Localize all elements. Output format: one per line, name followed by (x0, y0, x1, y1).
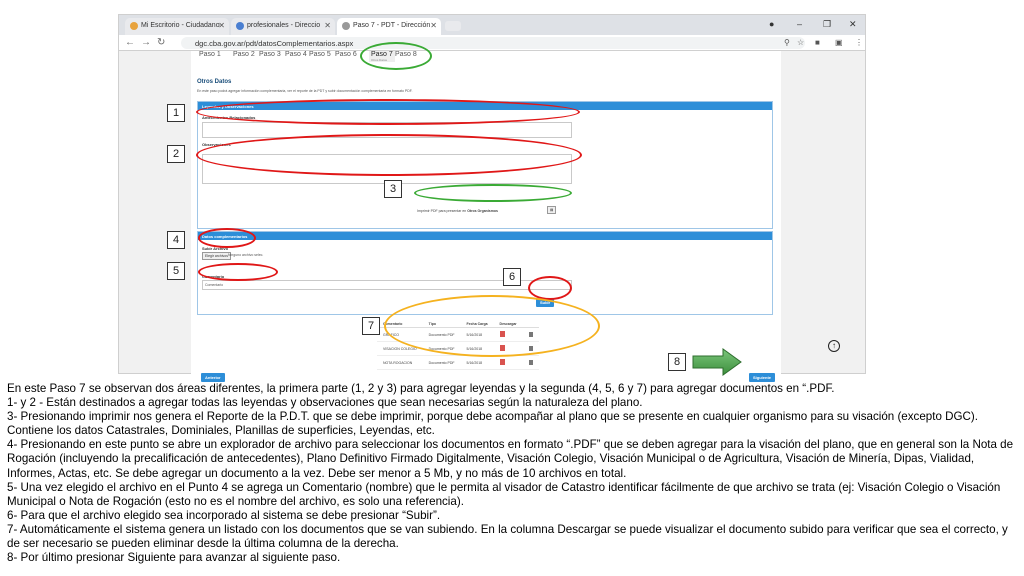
annotation-number-7: 7 (362, 317, 380, 335)
observaciones-label: Observaciones (202, 142, 231, 147)
instruction-paragraph: 1- y 2 - Están destinados a agregar todas las leyendas y observaciones que sean necesarias según la naturaleza del plano. (7, 396, 643, 410)
column-header: Descargar (494, 321, 523, 328)
close-window-icon[interactable]: ✕ (849, 19, 857, 29)
new-tab-button[interactable] (445, 21, 461, 31)
instruction-paragraph: En este Paso 7 se observan dos áreas diferentes, la primera parte (1, 2 y 3) para agregar leyendas y la segunda (4, 5, 6 y 7) para agregar documentos en “.PDF. (7, 382, 835, 395)
annotation-number-1: 1 (167, 104, 185, 122)
tab-label: Mi Escritorio - Ciudadano (141, 22, 220, 29)
instruction-paragraph: 3- Presionando imprimir nos genera el Reporte de la P.D.T. que se debe imprimir, porque debe acompañar al plano que se presente en cualquier organismo para su visación (excepto DGC). Contiene los datos Catastrales, Dominiales, Planillas de superficies, Leyendas, etc. (7, 410, 978, 438)
step-navigation (197, 51, 787, 73)
print-text: Imprimir PDF para presentar en (417, 209, 467, 213)
table-row (377, 356, 539, 370)
instruction-paragraph: 5- Una vez elegido el archivo en el Punto 4 se agrega un Comentario (nombre) que le permita al visador de Catastro identificar fácilmente de que archivo se trata (ej: Visación Colegio o Visación Municipal o Nota de Rogación (esto no es el nombre del archivo, es solo una referencia). (7, 480, 1001, 508)
date-cell: 5/16/2018 (461, 328, 494, 342)
tab-profesionales[interactable] (231, 18, 335, 35)
step-5[interactable]: Paso 5 (309, 51, 331, 58)
upload-button[interactable]: Subir (536, 298, 554, 307)
documents-table (377, 321, 539, 370)
card-header: Leyendas y Observaciones (198, 102, 772, 110)
choose-file-button[interactable]: Elegir archivos (202, 252, 231, 260)
favicon-icon (342, 22, 350, 30)
documents-card (197, 231, 773, 315)
restore-icon[interactable]: ❐ (823, 19, 832, 29)
comment-input[interactable]: Comentario (202, 280, 572, 290)
scroll-up-icon[interactable]: ↑ (828, 340, 840, 352)
print-row (417, 209, 498, 213)
pdf-download-icon[interactable] (500, 345, 505, 351)
favicon-icon (236, 22, 244, 30)
instruction-paragraph: 7- Automáticamente el sistema genera un listado con los documentos que se van subiendo. En la columna Descargar se puede visualizar el documento subido para verificar que sea el correcto, y de ser necesario se pueden eliminar desde la última columna de la derecha. (7, 522, 1008, 551)
instruction-paragraph: 8- Por último presionar Siguiente para avanzar al siguiente paso. (7, 551, 341, 565)
page-description: En este paso podrá agregar información complementaria, ver el reporte de la PDT y subir documentación complementaria en formato PDF. (197, 89, 413, 93)
tab-paso-7[interactable] (337, 18, 441, 35)
instructions-text (7, 382, 1019, 565)
type-cell: Documento PDF (423, 342, 461, 356)
step-6[interactable]: Paso 6 (335, 51, 357, 58)
print-bold: Otros Organismos (467, 209, 498, 213)
instruction-paragraph: 4- Presionando en este punto se abre un explorador de archivo para seleccionar los documentos en formato “.PDF” que se deben agregar para la visación del plano, que en general son la Nota de Rogación (incluyendo la precalificación de antecedentes), Plano Definitivo Firmado Digitalmente, Visación Colegio, Visación Municipal o de Agricultura, Visación de Minería, Dipas, Vialidad, Informes, Actas, etc. Se debe agregar un documento a la vez. Debe ser menor a 5 Mb, y no más de 10 archivos en total. (7, 438, 1014, 480)
trash-icon[interactable] (529, 346, 533, 351)
search-icon[interactable]: ⚲ (784, 38, 790, 47)
minimize-icon[interactable]: – (797, 19, 803, 29)
extension-icon[interactable]: ▣ (835, 38, 843, 47)
favicon-icon (130, 22, 138, 30)
table-row (377, 342, 539, 356)
antecedentes-textarea[interactable] (202, 122, 572, 138)
table-row (377, 328, 539, 342)
date-cell: 5/16/2018 (461, 342, 494, 356)
card-header: Datos complementarios (198, 232, 772, 240)
comment-cell: VISACION COLEGIO (377, 342, 423, 356)
web-page (191, 51, 781, 380)
previous-button[interactable]: Anterior (201, 373, 225, 382)
browser-screenshot (118, 14, 866, 380)
column-header: Tipo (423, 321, 461, 328)
tab-label: profesionales - Direccio (247, 22, 321, 29)
account-icon[interactable]: ● (769, 19, 775, 29)
pdf-download-icon[interactable] (500, 331, 505, 337)
comment-cell: GRAFICO (377, 328, 423, 342)
pdf-download-icon[interactable] (500, 359, 505, 365)
annotation-number-6: 6 (503, 268, 521, 286)
antecedentes-label: Antecedentes Relacionados (202, 115, 256, 120)
tab-bar (119, 15, 865, 35)
close-icon[interactable]: ✕ (218, 21, 225, 30)
trash-icon[interactable] (529, 332, 533, 337)
type-cell: Documento PDF (423, 328, 461, 342)
type-cell: Documento PDF (423, 356, 461, 370)
extension-icon[interactable]: ■ (815, 38, 820, 47)
url-input[interactable] (181, 37, 805, 49)
step-1[interactable]: Paso 1 (199, 51, 221, 58)
print-button[interactable]: ▤ (547, 206, 556, 214)
trash-icon[interactable] (529, 360, 533, 365)
annotation-number-5: 5 (167, 262, 185, 280)
instruction-paragraph: 6- Para que el archivo elegido sea incorporado al sistema se debe presionar “Subir”. (7, 508, 441, 522)
column-header: Comentario (377, 321, 423, 328)
close-icon[interactable]: ✕ (324, 21, 331, 30)
annotation-number-8: 8 (668, 353, 686, 371)
step-4[interactable]: Paso 4 (285, 51, 307, 58)
arrow-right-icon[interactable]: → (141, 37, 151, 48)
annotation-number-3: 3 (384, 180, 402, 198)
url-text: dgc.cba.gov.ar/pdt/datosComplementarios.aspx (195, 39, 354, 48)
step-7[interactable]: Paso 7 Otros Datos (371, 51, 393, 62)
next-button[interactable]: Siguiente (749, 373, 775, 382)
step-3[interactable]: Paso 3 (259, 51, 281, 58)
step-8[interactable]: Paso 8 (395, 51, 417, 58)
reload-icon[interactable]: ↻ (157, 37, 166, 48)
annotation-number-4: 4 (167, 231, 185, 249)
tab-mi-escritorio[interactable] (125, 18, 229, 35)
upload-label: Subir Archivo (202, 246, 229, 251)
arrow-left-icon[interactable]: ← (125, 37, 135, 48)
tab-label: Paso 7 - PDT - Dirección (353, 22, 431, 29)
menu-icon[interactable]: ⋮ (855, 38, 863, 47)
column-header: Fecha Carga (461, 321, 494, 328)
arrow-right-icon (693, 349, 741, 375)
annotation-number-2: 2 (167, 145, 185, 163)
no-file-text: Ninguno archivo selec. (228, 253, 264, 257)
comment-cell: NOTA ROGACION (377, 356, 423, 370)
date-cell: 5/16/2018 (461, 356, 494, 370)
page-title: Otros Datos (197, 79, 232, 85)
close-icon[interactable]: ✕ (430, 21, 437, 30)
address-bar (119, 35, 865, 51)
star-icon[interactable]: ☆ (797, 38, 805, 47)
comment-label: Comentario (202, 274, 225, 279)
step-2[interactable]: Paso 2 (233, 51, 255, 58)
